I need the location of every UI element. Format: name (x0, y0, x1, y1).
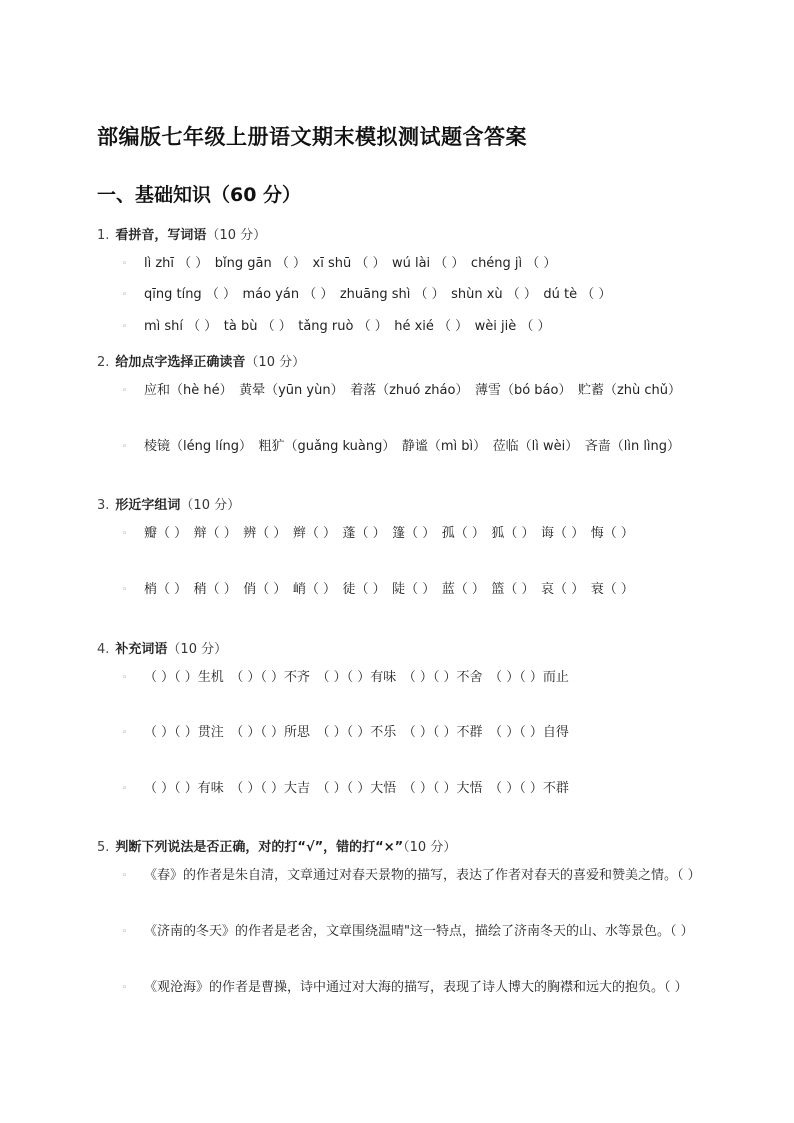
question-score: （10 分） (245, 355, 306, 370)
question-1-item-1: lì zhī （ ） bǐng gān （ ） xī shū （ ） wú lài （ ） chéng jì （ ） (144, 256, 557, 271)
question-number: 2. (97, 355, 110, 370)
question-1-heading (97, 224, 266, 243)
question-score: （10 分） (167, 642, 228, 657)
question-5-item-3: 《观沧海》的作者是曹操，诗中通过对大海的描写，表现了诗人博大的胸襟和远大的抱负。（ ） (144, 980, 688, 995)
bullet-icon: ◦ (122, 529, 128, 539)
question-1-item-3: mì shí （ ） tà bù （ ） tǎng ruò （ ） hé xié （ ） wèi jiè （ ） (144, 319, 551, 334)
bullet-icon: ◦ (122, 784, 128, 794)
bullet-icon: ◦ (122, 673, 128, 683)
question-1-item-2: qīng tíng （ ） máo yán （ ） zhuāng shì （ ） shùn xù （ ） dú tè （ ） (144, 287, 612, 302)
question-text: 给加点字选择正确读音 (115, 355, 246, 370)
question-4-item-3: （ ）（ ）有味 （ ）（ ）大吉 （ ）（ ）大悟 （ ）（ ）大悟 （ ）（ ）不群 (144, 781, 569, 796)
bullet-icon: ◦ (122, 728, 128, 738)
bullet-icon: ◦ (122, 290, 128, 300)
question-4-heading (97, 638, 227, 657)
question-score: （10 分） (206, 228, 267, 243)
question-4-item-2: （ ）（ ）贯注 （ ）（ ）所思 （ ）（ ）不乐 （ ）（ ）不群 （ ）（ ）自得 (144, 725, 569, 740)
bullet-icon: ◦ (122, 927, 128, 937)
bullet-icon: ◦ (122, 259, 128, 269)
question-text: 判断下列说法是否正确，对的打“√”，错的打“×” (115, 840, 404, 855)
question-3-item-2: 梢（ ） 稍（ ） 俏（ ） 峭（ ） 徒（ ） 陡（ ） 蓝（ ） 篮（ ） 哀（ ） 衰（ ） (144, 582, 634, 597)
bullet-icon: ◦ (122, 585, 128, 595)
question-5-heading (97, 836, 456, 855)
document-title: 部编版七年级上册语文期末模拟测试题含答案 (97, 125, 527, 149)
question-2-item-2: 棱镜（léng líng） 粗犷（guǎng kuàng） 静谧（mì bì） 莅临（lì wèi） 吝啬（lìn lìng） (144, 439, 681, 454)
question-text: 补充词语 (115, 642, 168, 657)
question-5-item-2: 《济南的冬天》的作者是老舍，文章围绕温晴"这一特点，描绘了济南冬天的山、水等景色。（ ） (144, 924, 694, 939)
section-title: 一、基础知识（60 分） (97, 184, 302, 206)
question-score: （10 分） (180, 498, 241, 513)
question-number: 1. (97, 228, 110, 243)
bullet-icon: ◦ (122, 983, 128, 993)
question-5-item-1: 《春》的作者是朱自清，文章通过对春天景物的描写，表达了作者对春天的喜爱和赞美之情。（ ） (144, 868, 701, 883)
bullet-icon: ◦ (122, 386, 128, 396)
question-score: （10 分） (403, 840, 457, 855)
question-text: 看拼音，写词语 (115, 228, 207, 243)
question-3-heading (97, 494, 240, 513)
question-2-item-1: 应和（hè hé） 黄晕（yūn yùn） 着落（zhuó zháo） 薄雪（bó báo） 贮蓄（zhù chǔ） (144, 383, 682, 398)
question-4-item-1: （ ）（ ）生机 （ ）（ ）不齐 （ ）（ ）有味 （ ）（ ）不舍 （ ）（ ）而止 (144, 670, 569, 685)
question-number: 4. (97, 642, 110, 657)
question-number: 3. (97, 498, 110, 513)
bullet-icon: ◦ (122, 871, 128, 881)
question-number: 5. (97, 840, 110, 855)
question-text: 形近字组词 (115, 498, 181, 513)
question-2-heading (97, 351, 305, 370)
question-3-item-1: 瓣（ ） 辩（ ） 辨（ ） 辫（ ） 蓬（ ） 篷（ ） 孤（ ） 狐（ ） 诲（ ） 悔（ ） (144, 526, 634, 541)
bullet-icon: ◦ (122, 442, 128, 452)
bullet-icon: ◦ (122, 322, 128, 332)
